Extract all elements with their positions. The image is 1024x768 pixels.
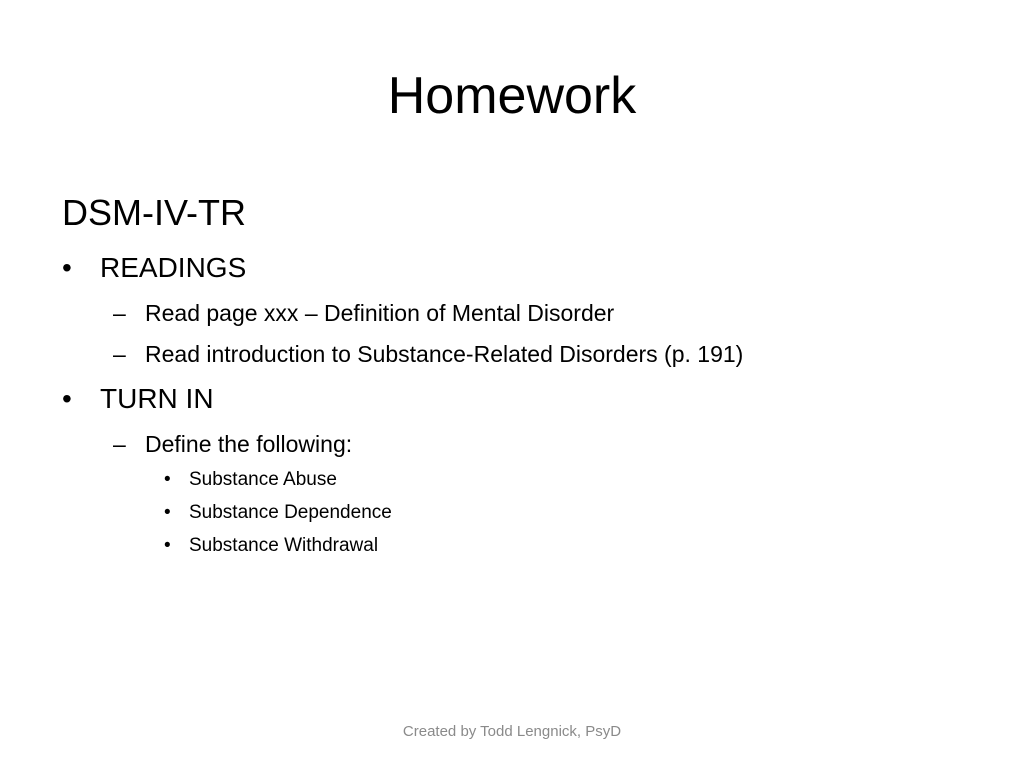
bullet-marker: • [164, 502, 171, 523]
term-text-1: Substance Abuse [189, 469, 337, 490]
reading-item-2: Read introduction to Substance-Related Disorders (p. 191) [145, 341, 744, 367]
dash-marker: – [113, 300, 126, 326]
term-text-2: Substance Dependence [189, 502, 392, 523]
slide-title: Homework [387, 67, 637, 125]
task-text: Define the following: [145, 431, 353, 457]
footer-credit: Created by Todd Lengnick, PsyD [402, 723, 622, 740]
bullet-readings-label: READINGS [100, 252, 247, 283]
bullet-marker: • [164, 469, 171, 490]
dash-marker: – [113, 431, 126, 457]
section-heading: DSM-IV-TR [62, 192, 246, 233]
bullet-marker: • [62, 252, 72, 283]
bullet-turn-in-label: TURN IN [100, 383, 214, 414]
dash-marker: – [113, 341, 126, 367]
term-text-3: Substance Withdrawal [189, 535, 379, 556]
bullet-marker: • [62, 383, 72, 414]
reading-item-1: Read page xxx – Definition of Mental Disorder [145, 300, 615, 326]
bullet-marker: • [164, 535, 171, 556]
